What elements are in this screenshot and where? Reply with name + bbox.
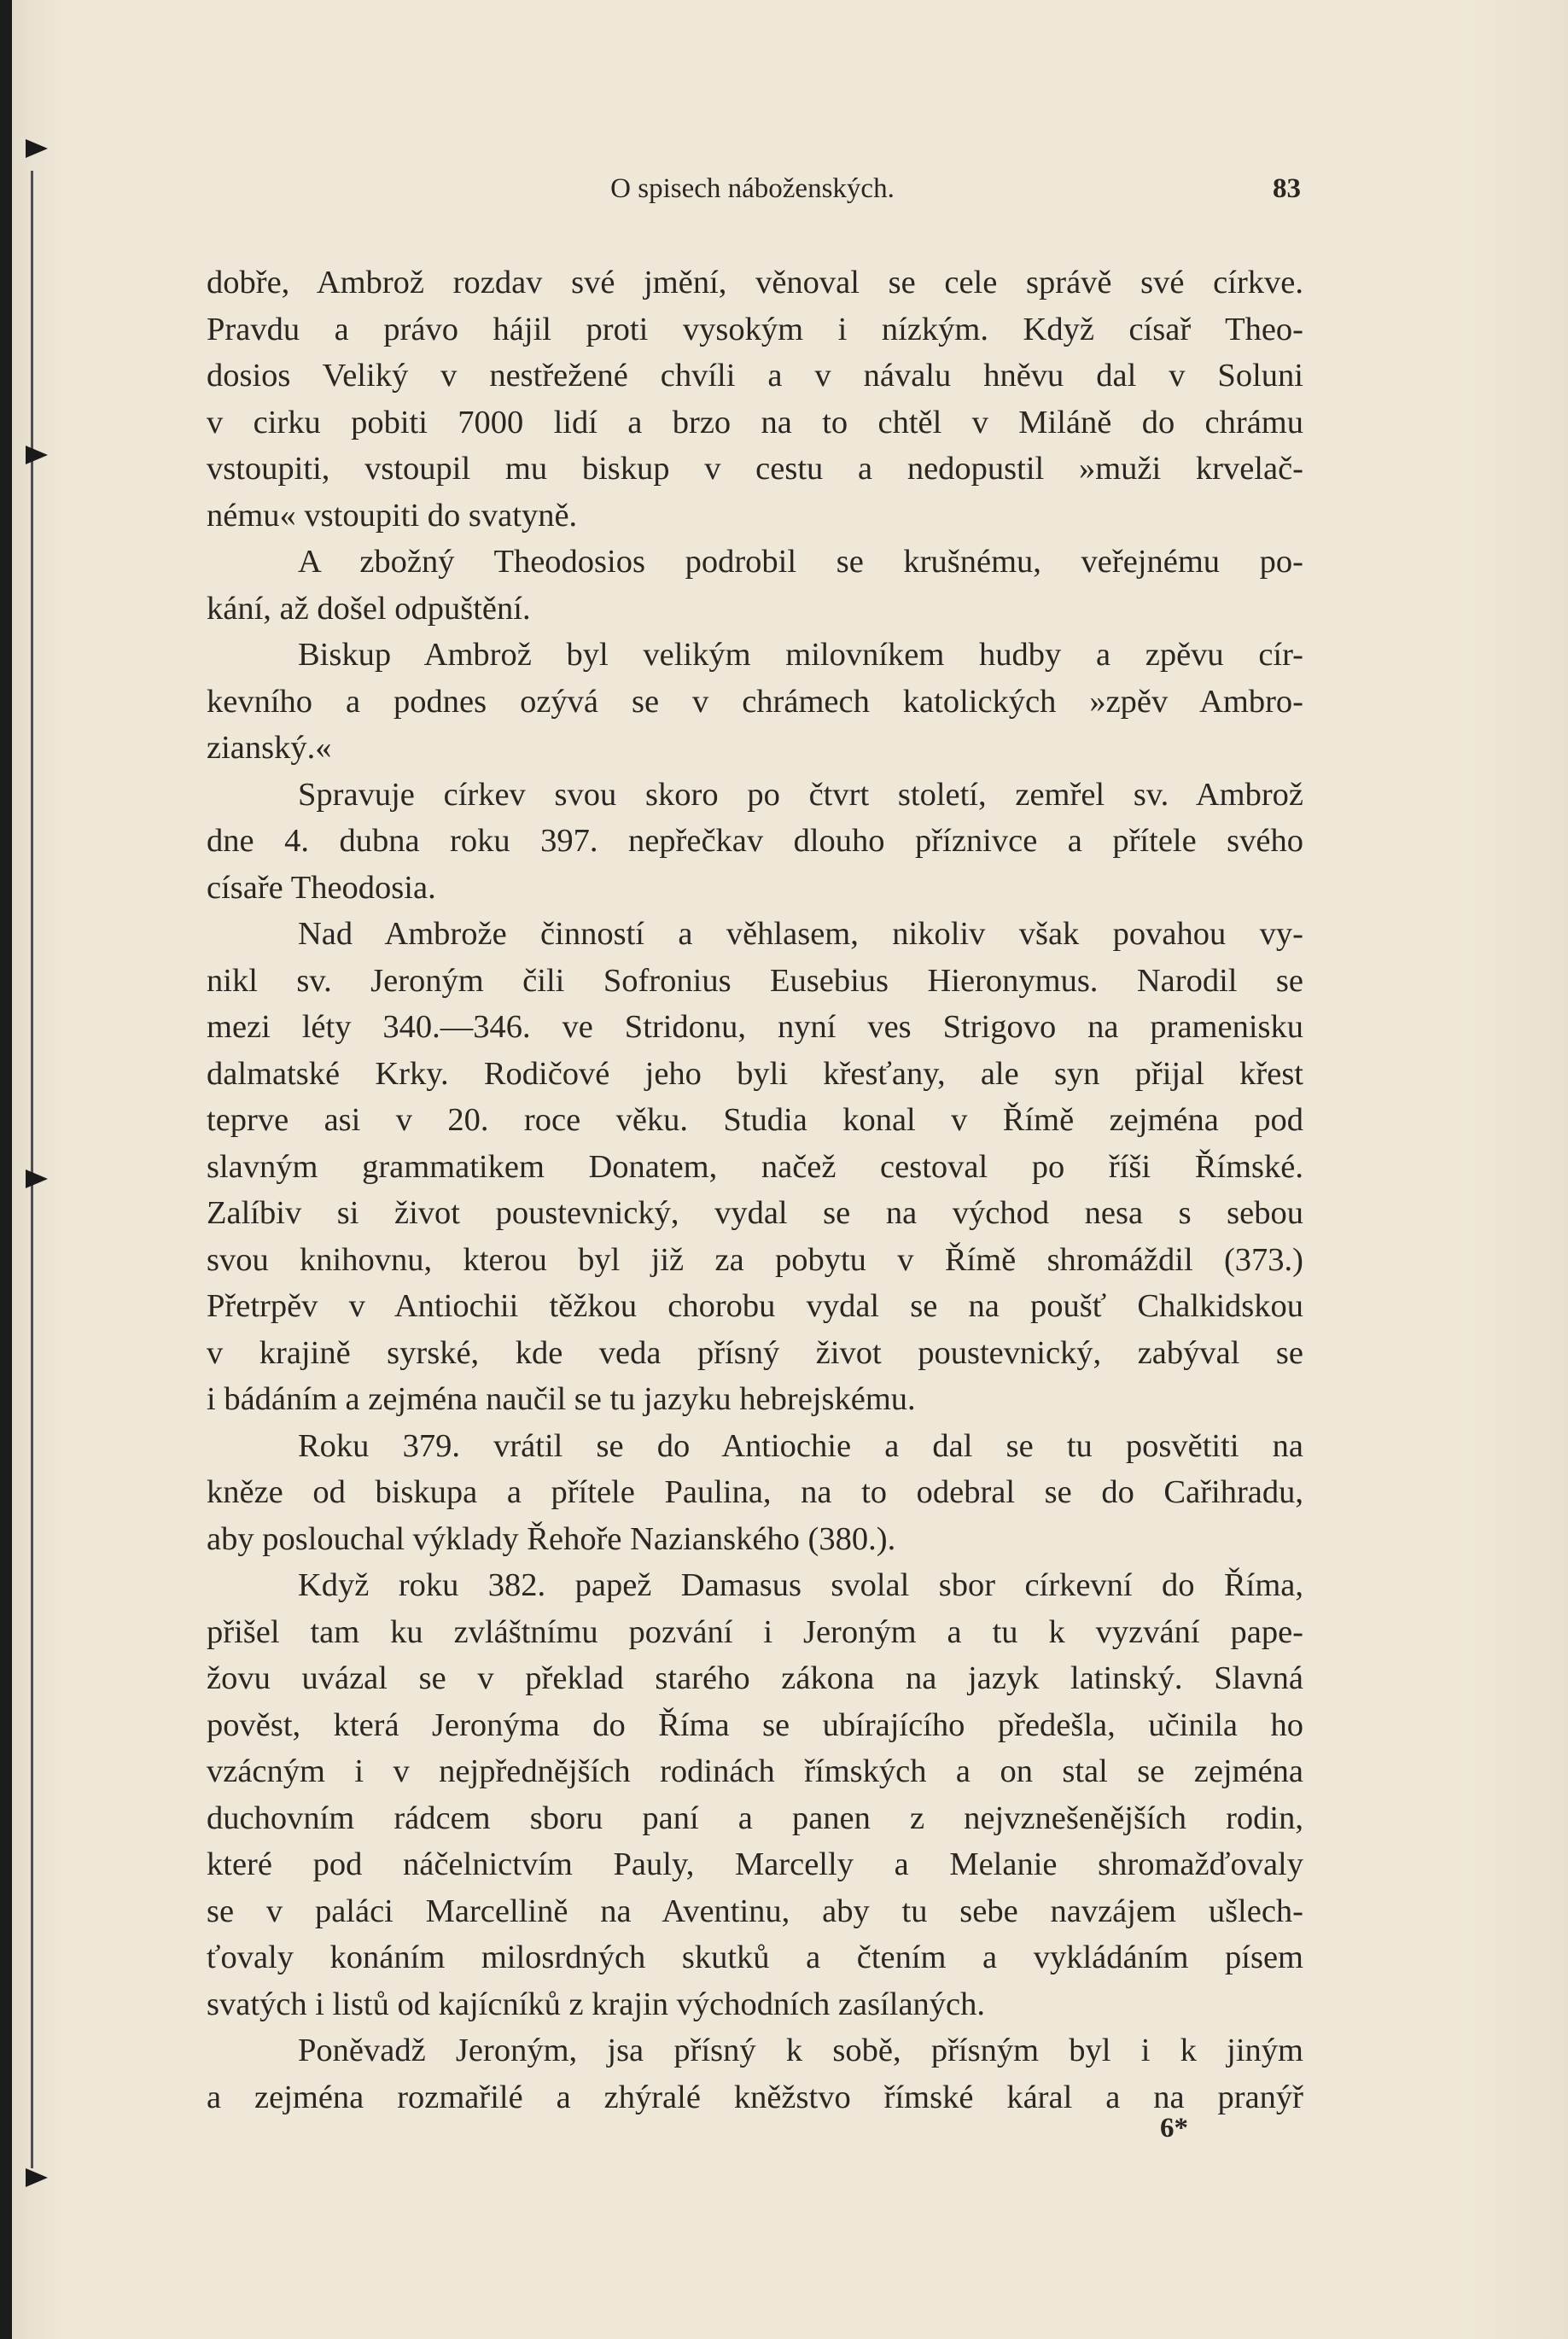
text-line: dne 4. dubna roku 397. nepřečkav dlouho příznivce a přítele svého (207, 823, 1303, 859)
text-line: Biskup Ambrož byl velikým milovníkem hudby a zpěvu cír- (298, 637, 1303, 673)
binding-tab-marker (26, 1170, 48, 1188)
text-line: mezi léty 340.—346. ve Stridonu, nyní ves Strigovo na pramenisku (207, 1009, 1303, 1045)
text-line: pověst, která Jeronýma do Říma se ubírajícího předešla, učinila ho (207, 1706, 1303, 1743)
text-line: kněze od biskupa a přítele Paulina, na to odebral se do Cařihradu, (207, 1474, 1303, 1510)
text-line: svatých i listů od kajícníků z krajin východních zasílaných. (207, 1986, 986, 2022)
text-line: Nad Ambrože činností a věhlasem, nikoliv však povahou vy- (298, 916, 1303, 952)
page-number: 83 (1273, 173, 1301, 204)
binding-tab-marker (26, 446, 48, 464)
text-line: Když roku 382. papež Damasus svolal sbor církevní do Říma, (298, 1567, 1303, 1603)
text-line: Přetrpěv v Antiochii těžkou chorobu vydal se na poušť Chalkidskou (207, 1288, 1303, 1324)
book-page (12, 0, 1568, 2339)
text-line: aby poslouchal výklady Řehoře Nazianského (380.). (207, 1520, 896, 1557)
text-line: Pravdu a právo hájil proti vysokým i nízkým. Když císař Theo- (207, 311, 1303, 347)
text-line: vstoupiti, vstoupil mu biskup v cestu a nedopustil »muži krvelač- (207, 451, 1303, 487)
text-line: přišel tam ku zvláštnímu pozvání i Jeroným a tu k vyzvání pape- (207, 1613, 1303, 1650)
body-text (207, 260, 1303, 2120)
text-line: A zbožný Theodosios podrobil se krušnému, veřejnému po- (298, 544, 1303, 580)
text-line: svou knihovnu, kterou byl již za pobytu v Římě shromáždil (373.) (207, 1241, 1303, 1278)
text-line: se v paláci Marcellině na Aventinu, aby tu sebe navzájem ušlech- (207, 1893, 1303, 1929)
text-line: vzácným i v nejpřednějších rodinách římských a on stal se zejména (207, 1753, 1303, 1789)
text-line: i bádáním a zejména naučil se tu jazyku hebrejskému. (207, 1381, 916, 1417)
running-title: O spisech náboženských. (610, 173, 895, 204)
text-line: císaře Theodosia. (207, 869, 436, 906)
text-line: kevního a podnes ozývá se v chrámech katolických »zpěv Ambro- (207, 683, 1303, 720)
text-line: dobře, Ambrož rozdav své jmění, věnoval se cele správě své církve. (207, 265, 1303, 300)
text-line: žovu uvázal se v překlad starého zákona na jazyk latinský. Slavná (207, 1660, 1303, 1696)
binding-tab-marker (26, 139, 48, 158)
binding-tab-marker (26, 2168, 48, 2187)
signature-mark: 6* (1160, 2113, 1188, 2144)
text-line: Zalíbiv si život poustevnický, vydal se na východ nesa s sebou (207, 1195, 1303, 1231)
text-line: slavným grammatikem Donatem, načež cestoval po říši Římské. (207, 1148, 1303, 1185)
text-line: dosios Veliký v nestřežené chvíli a v návalu hněvu dal v Soluni (207, 358, 1303, 394)
text-line: Roku 379. vrátil se do Antiochie a dal se tu posvětiti na (298, 1427, 1303, 1464)
text-line: Spravuje církev svou skoro po čtvrt století, zemřel sv. Ambrož (298, 776, 1303, 813)
text-line: a zejména rozmařilé a zhýralé kněžstvo římské káral a na pranýř (207, 2079, 1303, 2115)
text-line: zianský.« (207, 730, 332, 766)
text-line: ťovaly konáním milosrdných skutků a čtením a vykládáním písem (207, 1939, 1303, 1975)
text-line: v krajině syrské, kde veda přísný život poustevnický, zabýval se (207, 1334, 1303, 1371)
text-line: nikl sv. Jeroným čili Sofronius Eusebius Hieronymus. Narodil se (207, 962, 1303, 999)
text-line: Poněvadž Jeroným, jsa přísný k sobě, přísným byl i k jiným (298, 2033, 1303, 2068)
text-line: nému« vstoupiti do svatyně. (207, 497, 578, 534)
text-line: kání, až došel odpuštění. (207, 590, 531, 627)
text-line: které pod náčelnictvím Pauly, Marcelly a Melanie shromažďovaly (207, 1846, 1303, 1882)
text-line: v cirku pobiti 7000 lidí a brzo na to chtěl v Miláně do chrámu (207, 404, 1303, 440)
text-line: duchovním rádcem sboru paní a panen z nejvznešenějších rodin, (207, 1799, 1303, 1836)
text-line: dalmatské Krky. Rodičové jeho byli křesťany, ale syn přijal křest (207, 1055, 1303, 1092)
text-line: teprve asi v 20. roce věku. Studia konal v Římě zejména pod (207, 1102, 1303, 1138)
running-header (204, 173, 1301, 216)
